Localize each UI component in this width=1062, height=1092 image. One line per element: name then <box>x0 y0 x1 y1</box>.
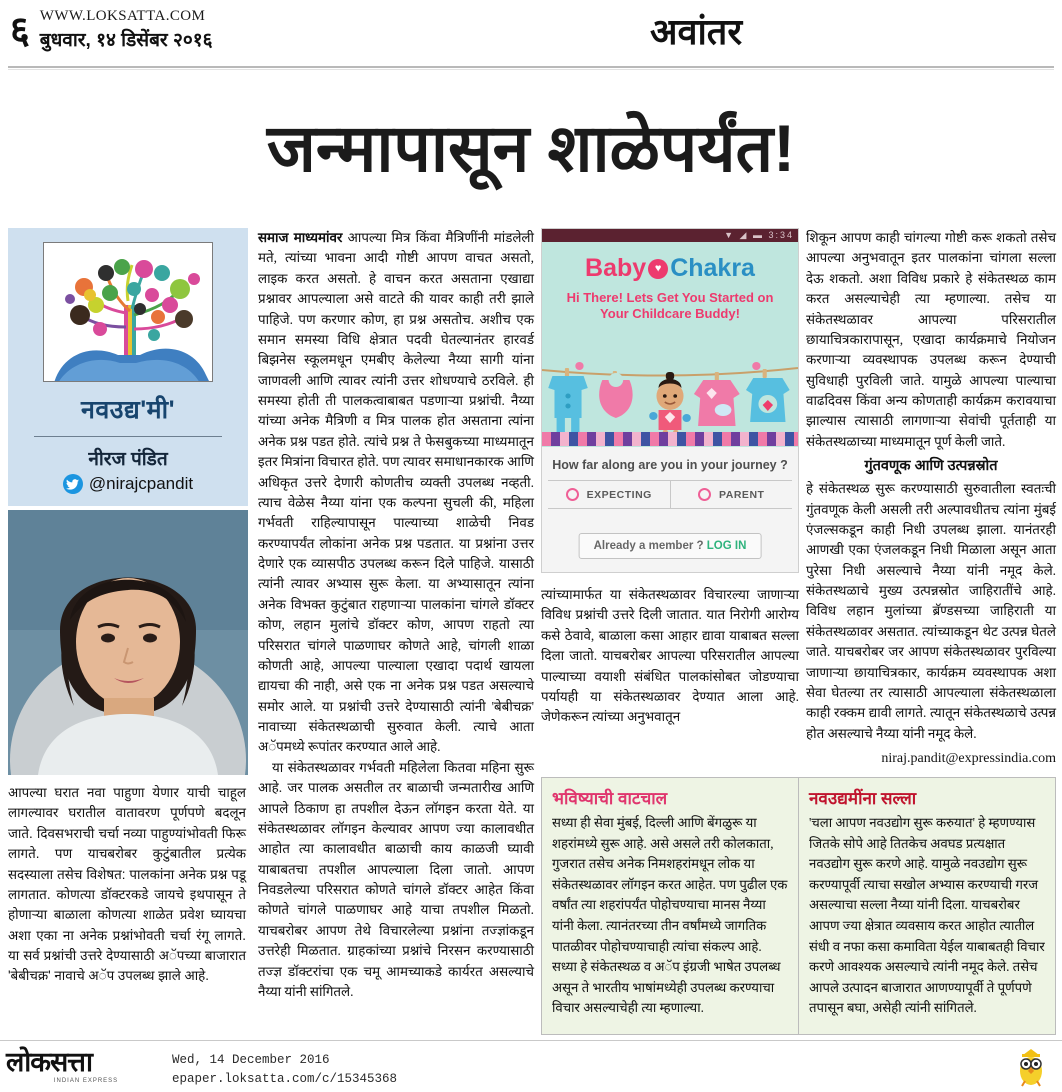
column-logo-artwork <box>43 242 213 382</box>
clothesline-illustration <box>542 360 798 446</box>
twitter-handle-text: @nirajcpandit <box>88 474 194 493</box>
status-bar-icons: ▼ ◢ ▬ 3:34 <box>724 230 794 240</box>
option-expecting[interactable] <box>548 481 670 508</box>
box-future-roadmap <box>541 777 799 1035</box>
option-parent[interactable] <box>670 481 793 508</box>
box-heading: भविष्याची वाटचाल <box>552 789 668 808</box>
author-email[interactable]: niraj.pandit@expressindia.com <box>881 751 1056 767</box>
loksatta-logo-subtext: INDIAN EXPRESS <box>53 1077 119 1084</box>
footer-date: Wed, 14 December 2016 <box>172 1053 330 1067</box>
paragraph <box>806 228 1056 452</box>
paragraph-text: या संकेतस्थळावर गर्भवती महिलेला कितवा महिना सुरू आहे. जर पालक असतील तर बाळाची जन्मतारीख आणि आपले ठिकाण हा तपशील देऊन लॉगइन करता येते. या संकेतस्थळावर लॉगइन केल्यावर आपण ज्या कालावधीत आहोत त्या कालावधीत बाळाची काय काळजी घ्यावी याबाबतचा तपशील आपल्याला दिला जातो. आपण निवडलेल्या परिसरात कोणते चांगले डॉक्टर आहेत किंवा कोणते चांगले पाळणाघर आहे याचा तपशील मिळतो. याचबरोबर आपण तेथे विचारलेल्या प्रश्नांना तज्ज्ञांकडून उत्तरेही मिळतात. ग्राहकांच्या प्रश्नांचे निरसन करण्यासाठी तज्ज्ञ डॉक्टरांचा एक चमू आमच्याकडे कार्यरत असल्याचे नैय्या यांनी सांगितले. <box>258 759 534 999</box>
masthead-divider <box>8 66 1054 68</box>
login-prefix-text: Already a member ? <box>593 540 707 552</box>
publication-date-marathi: बुधवार, १४ डिसेंबर २०१६ <box>39 30 213 51</box>
page-number: ६ <box>10 10 30 52</box>
twitter-bird-icon <box>63 474 83 494</box>
loksatta-logo <box>6 1048 166 1084</box>
app-logo <box>548 256 792 281</box>
social-tree-icon <box>44 243 213 382</box>
box-body-text: सध्या ही सेवा मुंबई, दिल्ली आणि बेंगळुरू या शहरांमध्ये सुरू आहे. असे असले तरी कोलकाता, गुजरात तसेच अनेक निमशहरांमधून लोक या संकेतस्थळावर लॉगइन करत आहेत. पण पुढील एक वर्षांत त्या शहरांपर्यंत पोहोचण्याचा मानस नैय्या यांनी केला. त्यानंतरच्या तीन वर्षांमध्ये जागतिक पातळीवर पोहोचण्याचाही त्यांचा संकल्प आहे. सध्या हे संकेतस्थळ व अॅप इंग्रजी भाषेत उपलब्ध असून ते भारतीय भाषांमध्येही उपलब्ध करण्याचा विचार असल्याचेही त्या म्हणाल्या. <box>552 815 788 1016</box>
author-rail <box>8 228 248 987</box>
login-action-text: LOG IN <box>706 540 747 552</box>
paragraph <box>258 228 534 758</box>
app-hero-section <box>542 242 798 447</box>
author-name: नीरज पंडित <box>88 449 168 470</box>
article-headline: जन्मापासून शाळेपर्यंत! <box>266 111 796 185</box>
footer-url[interactable]: epaper.loksatta.com/c/15345368 <box>172 1071 398 1086</box>
masthead <box>0 0 1062 72</box>
journey-options <box>548 480 792 509</box>
lead-in-text: समाज माध्यमांवर <box>258 230 343 245</box>
article-content <box>0 228 1062 1040</box>
website-url: WWW.LOKSATTA.COM <box>39 8 206 24</box>
paragraph-text: शिकून आपण काही चांगल्या गोष्टी करू शकतो तसेच आपल्या अनुभवातून इतर पालकांना चांगला सल्ला देऊ शकतो. अशा विविध प्रकारे हे संकेतस्थळ काम करत असल्याचेही त्या म्हणाल्या. तसेच या संकेतस्थळावर आपल्या परिसरातील छायाचित्रकारापासून, एखादा कार्यक्रमाचे नियोजन करणाऱ्या व्यवस्थापक उपलब्ध करून देण्याची सुविधाही पुरविली जाते. यामुळे आपल्या पाल्याचा वाढदिवस किंवा अन्य कोणताही कार्यक्रम करावयाचा झाल्यास त्यासाठी लागणाऱ्या सेवांची पूर्तताही या संकेतस्थळाच्या माध्यमातून पूर्ण केली जाते. <box>806 230 1056 449</box>
portrait-caption: आपल्या घरात नवा पाहुणा येणार याची चाहूल लागल्यावर घरातील वातावरण पूर्णपणे बदलून जाते. दिवसभराची चर्चा नव्या पाहुण्यांभोवती फिरू लागते. पण याचबरोबर कुटुंबातील प्रत्येक सदस्याला तसेच विशेषत: पालकांना अनेक प्रश्न पडू लागतात. कोणत्या डॉक्टरकडे जायचे इथपासून ते होणाऱ्या बाळाला कोणत्या शाळेत प्रवेश घ्यायचा अशा एका ना अनेक प्रश्नांभोवती चर्चा रंगू लागते. या सर्व प्रश्नांची उत्तरे देण्यासाठी अॅपच्या बाजारात 'बेबीचक्र' नावाचे अॅप उपलब्ध झाले आहे. <box>8 785 246 984</box>
app-tagline-line2: Your Childcare Buddy! <box>600 306 740 322</box>
login-button[interactable] <box>579 533 762 559</box>
author-portrait-photo <box>8 510 248 775</box>
app-tagline-line1: Hi There! Lets Get You Started on <box>566 290 774 305</box>
paragraph-text: त्यांच्यामार्फत या संकेतस्थळावर विचारल्या जाणाऱ्या विविध प्रश्नांची उत्तरे दिली जातात. यात निरोगी आरोग्य कसे ठेवावे, बाळाला कसा आहार द्यावा याबाबत सल्ला दिला जातो. याचबरोबर आपल्या परिसरातील आपल्या पाल्याच्या वयाशी संबंधित पालकांसोबत जोडण्याचा पर्यायही या संकेतस्थळावर देण्यात आला आहे. जेणेकरून त्यांच्या अनुभवातून <box>541 587 799 725</box>
owl-mascot-icon <box>1014 1047 1048 1087</box>
portrait-illustration <box>8 510 248 775</box>
twitter-bird-glyph <box>66 479 79 490</box>
box-advice-to-entrepreneurs <box>799 777 1056 1035</box>
paragraph-text: हे संकेतस्थळ सुरू करण्यासाठी सुरुवातीला स्वतःची गुंतवणूक केली असली तरी अल्पावधीतच त्यांना मुंबई एंजल्सकडून काही निधी उपलब्ध झाला. यानंतरही आणखी एका एंजलकडून निधी मिळाला असून आता पुरेसा निधी असल्याचे नैय्या यांनी नमूद केले. संकेतस्थळाचे मुख्य उत्पन्नस्रोत जाहिरातींचे आहे. विविध लहान मुलांच्या ब्रॅण्डसच्या जाहिराती या संकेतस्थळावर असतात. त्यांच्याकडून थेट उत्पन्न घेतले जाते. याचबरोबर जर आपण संकेतस्थळावर पुरविल्या जाणाऱ्या छायाचित्रकार, कार्यक्रम व्यवस्थापक अशा सेवा घेतल्या तर त्यासाठी आपल्याला संकेतस्थळाला काही रक्कम द्यावी लागते. त्यातून संकेतस्थळाचे उत्पन्न होत असल्याचे नैय्या यांनी नमूद केले. <box>806 481 1056 741</box>
sidebar-boxes <box>541 777 1056 1035</box>
radio-expecting-icon[interactable] <box>566 488 579 501</box>
paragraph <box>258 758 534 1003</box>
body-column-1 <box>258 228 534 1002</box>
body-column-2 <box>541 585 799 728</box>
paragraph <box>541 585 799 728</box>
option-parent-label: PARENT <box>719 488 765 501</box>
column-subheading: गुंतवणूक आणि उत्पन्नस्रोत <box>864 458 998 475</box>
app-screenshot <box>541 228 799 573</box>
app-form-section <box>542 447 798 573</box>
app-logo-baby: Baby <box>585 254 647 282</box>
footer-meta <box>172 1051 397 1089</box>
author-twitter[interactable] <box>20 474 236 494</box>
app-logo-chakra: Chakra <box>670 254 755 282</box>
column-badge <box>8 228 248 506</box>
page-footer <box>0 1040 1062 1091</box>
option-expecting-label: EXPECTING <box>586 488 652 501</box>
app-tagline <box>548 290 792 323</box>
journey-question: How far along are you in your journey ? <box>552 458 788 472</box>
paragraph <box>806 479 1056 744</box>
badge-divider <box>34 436 222 437</box>
paragraph-text: आपल्या मित्र किंवा मैत्रिणींनी मांडलेली मते, त्यांच्या भावना आदी गोष्टी आपण वाचत असतो, लाइक करत असतो. हे वाचन करत असताना एखाद्या प्रश्नावर आपल्याला असे वाटते की यावर काही तरी झाले पाहिजे. पण करणार कोण, हा प्रश्न असतोच. अशीच एक समान समस्या विधि क्षेत्रात पदवी घेतल्यानंतर हारवर्ड बिझनेस स्कूलमधून एमबीए केलेल्या नैय्या सागी यांना जाणवली आणि त्यावर त्यांनी उत्तर शोधण्याचे ठरविले. ही समस्या होती ती पालकत्वाबाबत पडणाऱ्या प्रश्नांची. नैय्या यांच्या अनेक मैत्रिणी व मित्र पालक होत असताना त्यांना अनेक प्रश्न पडत होते. त्यांचे प्रश्न ते फेसबुकच्या माध्यमातून इतर मित्रांना विचारत होते. पण त्यावर समाधानकारक आणि अधिकृत उत्तरे देणारी कोणतीच व्यक्ती उपलब्ध नव्हती. त्याच वेळेस नैय्या यांना एक कल्पना सुचली की, महिला गर्भवती राहिल्यापासून पाल्याच्या शाळेची निवड करण्यापर्यंत लोकांना अनेक प्रश्न पडतात. या प्रश्नांना उत्तर देणारे एक व्यासपीठ उपलब्ध करून दिले पाहिजे. यासाठी त्यांनी त्यावर अभ्यास सुरू केला. या अभ्यासातून त्यांना अनेक विभक्त कुटुंबात राहणाऱ्या पालकांना चांगले डॉक्टर कोण, लहान मुलांचे डॉक्टर कोण, आपण राहतो त्या परिसरात चांगले पाळणाघर कोणते आहे, चांगली शाळा कोणती आहे, आपल्या पाल्याला एखादा पदार्थ खायला द्यायचा की नाही, असे एक ना अनेक प्रश्न पडत असल्याचे समोर आले. या प्रश्नांची उत्तरे देण्यासाठी त्यांनी 'बेबीचक्र' नावाच्या संकेतस्थळाची सुरुवात केली. त्याचे आता अॅपमध्ये रूपांतर करण्यात आले आहे. <box>258 230 534 755</box>
box-heading: नवउद्यमींना सल्ला <box>809 789 917 808</box>
body-column-3 <box>806 228 1056 769</box>
android-status-bar <box>542 229 798 242</box>
bunting-decoration <box>542 432 798 446</box>
box-body-text: 'चला आपण नवउद्योग सुरू करुयात' हे म्हणण्यास जितके सोपे आहे तितकेच अवघड प्रत्यक्षात नवउद्योग सुरू करणे आहे. यामुळे नवउद्योग सुरू करण्यापूर्वी त्याचा सखोल अभ्यास करण्याची गरज असल्याचा सल्ला नैय्या यांनी दिला. याचबरोबर आपण ज्या क्षेत्रात व्यवसाय करत आहोत त्यातील संधी व नफा कसा कमाविता येईल याबाबतही विचार करणे आवश्यक असल्याचे त्यांनी नमूद केले. तसेच आपले उत्पादन बाजारात आणण्यापूर्वी ते पूर्णपणे तपासून बघा, असेही त्यांनी सांगितले. <box>809 815 1045 1016</box>
owl-mascot-graphic <box>1014 1047 1048 1087</box>
column-title: नवउद्य'मी' <box>80 396 176 424</box>
heart-in-circle-icon <box>648 259 668 279</box>
loksatta-logo-text: लोकसत्ता <box>6 1046 92 1077</box>
section-title: अवांतर <box>649 12 743 52</box>
masthead-divider-secondary <box>8 69 1054 70</box>
radio-parent-icon[interactable] <box>698 488 711 501</box>
